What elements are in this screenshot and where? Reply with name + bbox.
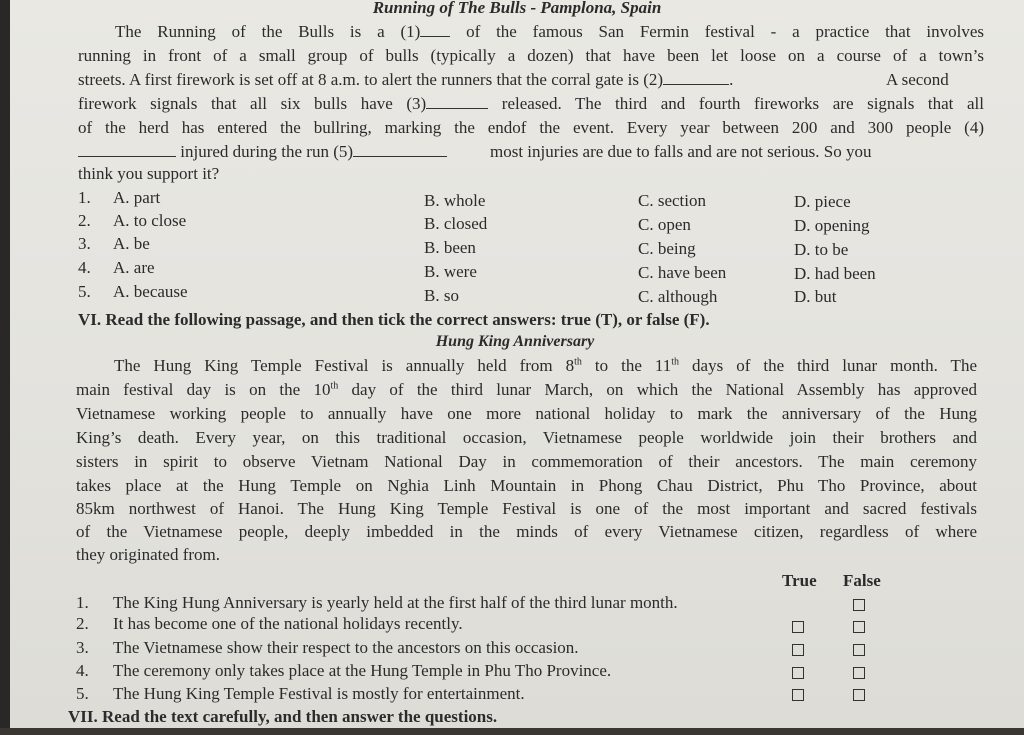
statement-number: 5.	[76, 684, 89, 703]
option-b: B. been	[424, 238, 476, 257]
statement-number: 4.	[76, 661, 89, 680]
option-b: B. were	[424, 262, 477, 281]
passage-line-4	[78, 93, 984, 115]
superscript: th	[574, 356, 582, 368]
passage-line-5: of the herd has entered the bullring, marking the endof the event. Every year between 200 and 300 people (4)	[78, 118, 984, 137]
option-c: C. section	[638, 191, 706, 210]
option-c: C. although	[638, 287, 718, 306]
true-column-header: True	[782, 571, 817, 590]
statement-text: It has become one of the national holidays recently.	[113, 614, 463, 633]
blank-3	[426, 93, 488, 109]
option-d: D. but	[794, 287, 837, 306]
passage-line-2: running in front of a small group of bulls (typically a dozen) that have been let loose on a course of a town’s	[78, 46, 984, 65]
passage-line-7: think you support it?	[78, 164, 220, 183]
question-number: 2.	[78, 211, 91, 230]
section-6-heading: VI. Read the following passage, and then tick the correct answers: true (T), or false (F).	[78, 310, 710, 329]
passage-text: most injuries are due to falls and are not serious. So you	[490, 142, 872, 161]
true-checkbox-2[interactable]	[792, 621, 804, 633]
option-c: C. have been	[638, 263, 727, 282]
false-checkbox-3[interactable]	[853, 644, 865, 656]
true-checkbox-5[interactable]	[792, 689, 804, 701]
option-d: D. piece	[794, 192, 851, 211]
section-6-line-9: they originated from.	[76, 545, 220, 564]
statement-text: The ceremony only takes place at the Hung Temple in Phu Tho Province.	[113, 661, 612, 680]
section-6-line-8: of the Vietnamese people, deeply imbedded in the minds of every Vietnamese citizen, regardless of where	[76, 522, 977, 541]
option-d: D. to be	[794, 240, 849, 259]
section-6-line-6: takes place at the Hung Temple on Nghia Linh Mountain in Phong Chau District, Phu Tho Province, about	[76, 476, 977, 495]
passage-text: of the famous San Fermin festival - a practice that involves	[466, 22, 985, 41]
passage-line-1	[115, 21, 984, 43]
question-number: 5.	[78, 282, 91, 301]
option-b: B. whole	[424, 191, 486, 210]
section-6-subtitle: Hung King Anniversary	[435, 333, 595, 350]
statement-number: 2.	[76, 614, 89, 633]
option-a: A. be	[113, 234, 150, 253]
statement-text: The Vietnamese show their respect to the ancestors on this occasion.	[113, 638, 579, 657]
option-c: C. open	[638, 215, 691, 234]
false-checkbox-1[interactable]	[853, 599, 865, 611]
section-7-heading: VII. Read the text carefully, and then answer the questions.	[68, 707, 498, 726]
passage-text: A second	[886, 70, 949, 89]
passage-line-6	[78, 141, 984, 163]
question-number: 1.	[78, 188, 91, 207]
section-6-line-4: King’s death. Every year, on this traditional occasion, Vietnamese people worldwide join their brothers and	[76, 428, 977, 447]
true-checkbox-4[interactable]	[792, 667, 804, 679]
false-checkbox-4[interactable]	[853, 667, 865, 679]
passage-text: day of the third lunar March, on which the National Assembly has approved	[338, 380, 977, 399]
blank-4	[78, 141, 176, 157]
superscript: th	[671, 356, 680, 368]
passage-text: days of the third lunar month. The	[679, 356, 977, 375]
false-checkbox-5[interactable]	[853, 689, 865, 701]
blank-5	[353, 141, 447, 157]
section-6-line-7: 85km northwest of Hanoi. The Hung King Temple Festival is one of the most important and sacred festivals	[76, 499, 977, 518]
option-a: A. because	[113, 282, 188, 301]
section-6-line-3: Vietnamese working people to annually have one more national holiday to mark the anniversary of the Hung	[76, 404, 977, 423]
passage-title: Running of The Bulls - Pamplona, Spain	[372, 0, 662, 17]
superscript: th	[330, 380, 339, 392]
passage-text: The Hung King Temple Festival is annually held from 8	[114, 356, 575, 375]
option-b: B. so	[424, 286, 459, 305]
option-d: D. opening	[794, 216, 870, 235]
blank-2	[663, 69, 729, 85]
false-checkbox-2[interactable]	[853, 621, 865, 633]
true-checkbox-3[interactable]	[792, 644, 804, 656]
passage-text: The Running of the Bulls is a (1)	[115, 22, 421, 41]
section-6-line-2	[76, 379, 977, 401]
option-a: A. to close	[113, 211, 187, 230]
statement-number: 1.	[76, 593, 89, 612]
option-a: A. are	[113, 258, 155, 277]
passage-text: injured during the run (5)	[180, 142, 354, 161]
statement-number: 3.	[76, 638, 89, 657]
blank-1	[420, 21, 450, 37]
passage-text: firework signals that all six bulls have (3)	[78, 94, 427, 113]
passage-text: .	[729, 70, 734, 89]
passage-text: streets. A first firework is set off at 8 a.m. to alert the runners that the corral gate is (2)	[78, 70, 664, 89]
option-a: A. part	[113, 188, 161, 207]
passage-line-3	[78, 69, 984, 91]
question-number: 4.	[78, 258, 91, 277]
option-d: D. had been	[794, 264, 876, 283]
passage-text: main festival day is on the 10	[76, 380, 331, 399]
false-column-header: False	[843, 571, 881, 590]
section-6-line-1	[114, 355, 977, 377]
option-b: B. closed	[424, 214, 488, 233]
statement-text: The Hung King Temple Festival is mostly for entertainment.	[113, 684, 525, 703]
passage-text: released. The third and fourth fireworks are signals that all	[501, 94, 984, 113]
passage-text: to the 11	[581, 356, 672, 375]
section-6-line-5: sisters in spirit to observe Vietnam National Day in commemoration of their ancestors. The main ceremony	[76, 452, 977, 471]
statement-text: The King Hung Anniversary is yearly held at the first half of the third lunar month.	[113, 593, 678, 612]
worksheet-page	[10, 0, 1024, 728]
question-number: 3.	[78, 234, 91, 253]
desk-shadow	[0, 728, 1024, 735]
option-c: C. being	[638, 239, 696, 258]
